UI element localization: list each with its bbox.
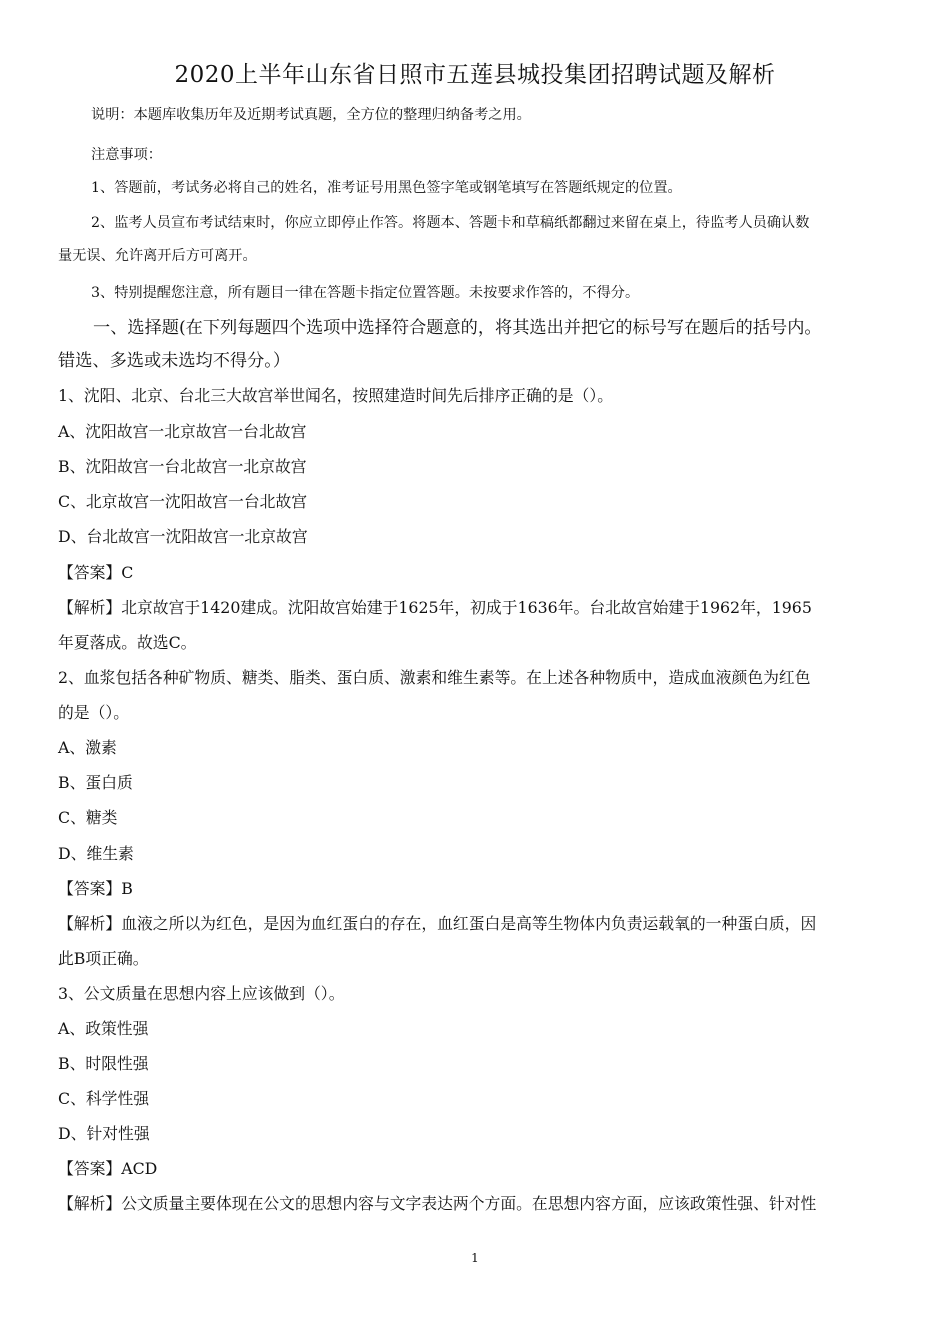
question-1-option-a: A、沈阳故宫一北京故宫一台北故宫 <box>58 422 307 441</box>
question-2-answer: 【答案】B <box>58 879 133 898</box>
question-3-option-d: D、针对性强 <box>58 1124 150 1143</box>
notice-item-3: 3、特别提醒您注意，所有题目一律在答题卡指定位置答题。未按要求作答的，不得分。 <box>91 285 640 301</box>
question-3-analysis: 【解析】公文质量主要体现在公文的思想内容与文字表达两个方面。在思想内容方面，应该政策性强、针对性 <box>58 1194 817 1213</box>
document-title: 2020上半年山东省日照市五莲县城投集团招聘试题及解析 <box>174 62 776 88</box>
question-3-option-c: C、科学性强 <box>58 1089 150 1108</box>
question-2-analysis: 【解析】血液之所以为红色，是因为血红蛋白的存在，血红蛋白是高等生物体内负责运载氧的一种蛋白质，因 <box>58 914 817 933</box>
question-3-option-b: B、时限性强 <box>58 1054 149 1073</box>
question-1-option-b: B、沈阳故宫一台北故宫一北京故宫 <box>58 457 307 476</box>
notice-item-1: 1、答题前，考试务必将自己的姓名，准考证号用黑色签字笔或钢笔填写在答题纸规定的位置。 <box>91 180 682 196</box>
page-number: 1 <box>471 1251 479 1265</box>
question-1-option-d: D、台北故宫一沈阳故宫一北京故宫 <box>58 527 308 546</box>
description-text: 说明：本题库收集历年及近期考试真题，全方位的整理归纳备考之用。 <box>91 107 531 123</box>
question-3-answer: 【答案】ACD <box>58 1159 158 1178</box>
question-1-analysis: 【解析】北京故宫于1420建成。沈阳故宫始建于1625年，初成于1636年。台北故宫始建于1962年，1965 <box>58 598 812 617</box>
question-3-option-a: A、政策性强 <box>58 1019 149 1038</box>
notice-heading: 注意事项： <box>91 147 162 163</box>
question-2-stem-cont: 的是（）。 <box>58 703 130 722</box>
question-2-analysis-cont: 此B项正确。 <box>58 949 149 968</box>
notice-item-2: 2、监考人员宣布考试结束时，你应立即停止作答。将题本、答题卡和草稿纸都翻过来留在桌上，待监考人员确认数 <box>91 215 810 231</box>
question-2-option-b: B、蛋白质 <box>58 773 133 792</box>
section-heading: 一、选择题(在下列每题四个选项中选择符合题意的，将其选出并把它的标号写在题后的括号内。 <box>93 318 822 338</box>
notice-item-2-cont: 量无误、允许离开后方可离开。 <box>58 248 257 264</box>
section-heading-cont: 错选、多选或未选均不得分。） <box>58 351 291 371</box>
question-1-analysis-cont: 年夏落成。故选C。 <box>58 633 197 652</box>
question-3-stem: 3、公文质量在思想内容上应该做到（）。 <box>58 984 345 1003</box>
question-2-option-a: A、激素 <box>58 738 117 757</box>
question-2-option-d: D、维生素 <box>58 844 134 863</box>
question-2-option-c: C、糖类 <box>58 808 118 827</box>
question-1-answer: 【答案】C <box>58 563 134 582</box>
question-1-option-c: C、北京故宫一沈阳故宫一台北故宫 <box>58 492 308 511</box>
question-1-stem: 1、沈阳、北京、台北三大故宫举世闻名，按照建造时间先后排序正确的是（）。 <box>58 386 614 405</box>
question-2-stem: 2、血浆包括各种矿物质、糖类、脂类、蛋白质、激素和维生素等。在上述各种物质中，造成血液颜色为红色 <box>58 668 811 687</box>
